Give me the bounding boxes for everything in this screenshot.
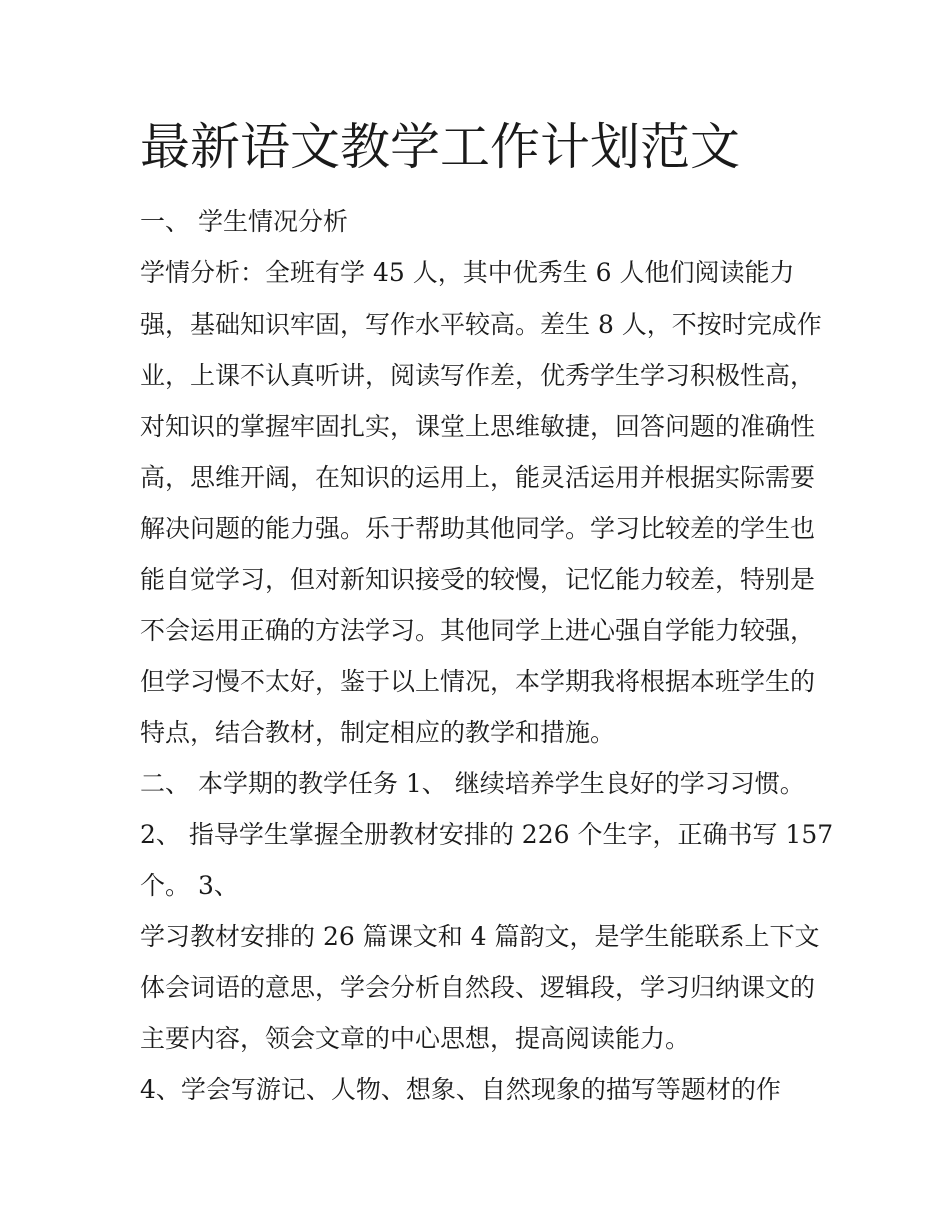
paragraph-line: 能自觉学习，但对新知识接受的较慢，记忆能力较差，特别是	[140, 565, 816, 594]
paragraph-line: 业，上课不认真听讲，阅读写作差，优秀学生学习积极性高，	[140, 361, 816, 390]
paragraph-line: 对知识的掌握牢固扎实，课堂上思维敏捷，回答问题的准确性	[140, 412, 816, 441]
paragraph-line: 4、学会写游记、人物、想象、自然现象的描写等题材的作	[140, 1075, 781, 1104]
paragraph-line: 高，思维开阔，在知识的运用上，能灵活运用并根据实际需要	[140, 463, 816, 492]
section-heading-teaching-tasks: 二、 本学期的教学任务 1、 继续培养学生良好的学习习惯。	[140, 769, 805, 798]
paragraph-line: 特点，结合教材，制定相应的教学和措施。	[140, 718, 616, 747]
paragraph-line: 不会运用正确的方法学习。其他同学上进心强自学能力较强，	[140, 616, 816, 645]
paragraph-line: 解决问题的能力强。乐于帮助其他同学。学习比较差的学生也	[140, 514, 816, 543]
paragraph-line: 但学习慢不太好，鉴于以上情况，本学期我将根据本班学生的	[140, 667, 816, 696]
paragraph-line: 强，基础知识牢固，写作水平较高。差生 8 人，不按时完成作	[140, 310, 822, 339]
paragraph-line: 学情分析：全班有学 45 人，其中优秀生 6 人他们阅读能力	[140, 258, 795, 287]
paragraph-line: 主要内容，领会文章的中心思想，提高阅读能力。	[140, 1024, 691, 1053]
paragraph-line: 体会词语的意思，学会分析自然段、逻辑段，学习归纳课文的	[140, 973, 816, 1002]
paragraph-line: 学习教材安排的 26 篇课文和 4 篇韵文，是学生能联系上下文	[140, 922, 820, 951]
document-title: 最新语文教学工作计划范文	[140, 118, 740, 176]
section-heading-student-analysis: 一、 学生情况分析	[140, 207, 348, 236]
paragraph-line: 个。 3、	[140, 871, 239, 900]
paragraph-line: 2、 指导学生掌握全册教材安排的 226 个生字，正确书写 157	[140, 820, 834, 849]
